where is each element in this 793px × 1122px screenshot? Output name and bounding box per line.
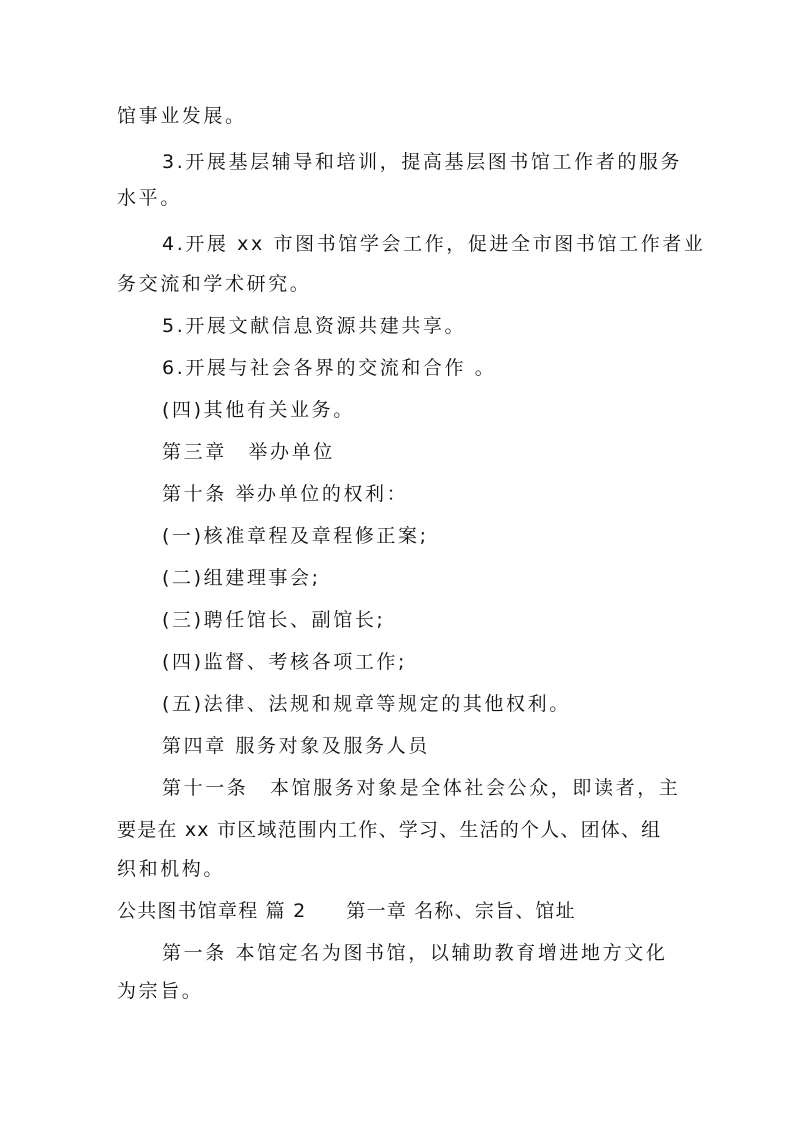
chapter-heading: 第一章 名称、宗旨、馆址 [346,900,576,922]
text-line: (四)监督、考核各项工作; [162,651,408,673]
text-line: 第十一条 本馆服务对象是全体社会公众，即读者，主 [162,777,681,799]
chapter-heading: 第四章 服务对象及服务人员 [162,735,430,757]
text-line: (三)聘任馆长、副馆长; [162,609,386,631]
text-line: (一)核准章程及章程修正案; [162,525,429,547]
document-title-line [117,899,677,923]
text-line: 6.开展与社会各界的交流和合作 。 [162,357,497,379]
text-line: 5.开展文献信息资源共建共享。 [162,315,467,337]
text-line: 3.开展基层辅导和培训，提高基层图书馆工作者的服务 [162,151,683,173]
chapter-heading: 第三章 举办单位 [162,441,335,463]
text-line: 为宗旨。 [117,980,204,1002]
text-line: (四)其他有关业务。 [162,399,355,421]
text-line: (五)法律、法规和规章等规定的其他权利。 [162,693,571,715]
text-line: 第一条 本馆定名为图书馆，以辅助教育增进地方文化 [162,942,668,964]
document-title: 公共图书馆章程 篇 2 [117,900,307,922]
text-line: (二)组建理事会; [162,567,321,589]
text-line: 水平。 [117,187,182,209]
text-line: 馆事业发展。 [117,105,247,127]
text-line: 织和机构。 [117,858,226,880]
text-line: 4.开展 xx 市图书馆学会工作，促进全市图书馆工作者业 [162,233,706,255]
text-line: 要是在 xx 市区域范围内工作、学习、生活的个人、团体、组 [117,819,662,841]
article-heading: 第十条 举办单位的权利： [162,483,409,505]
text-line: 务交流和学术研究。 [117,273,312,295]
